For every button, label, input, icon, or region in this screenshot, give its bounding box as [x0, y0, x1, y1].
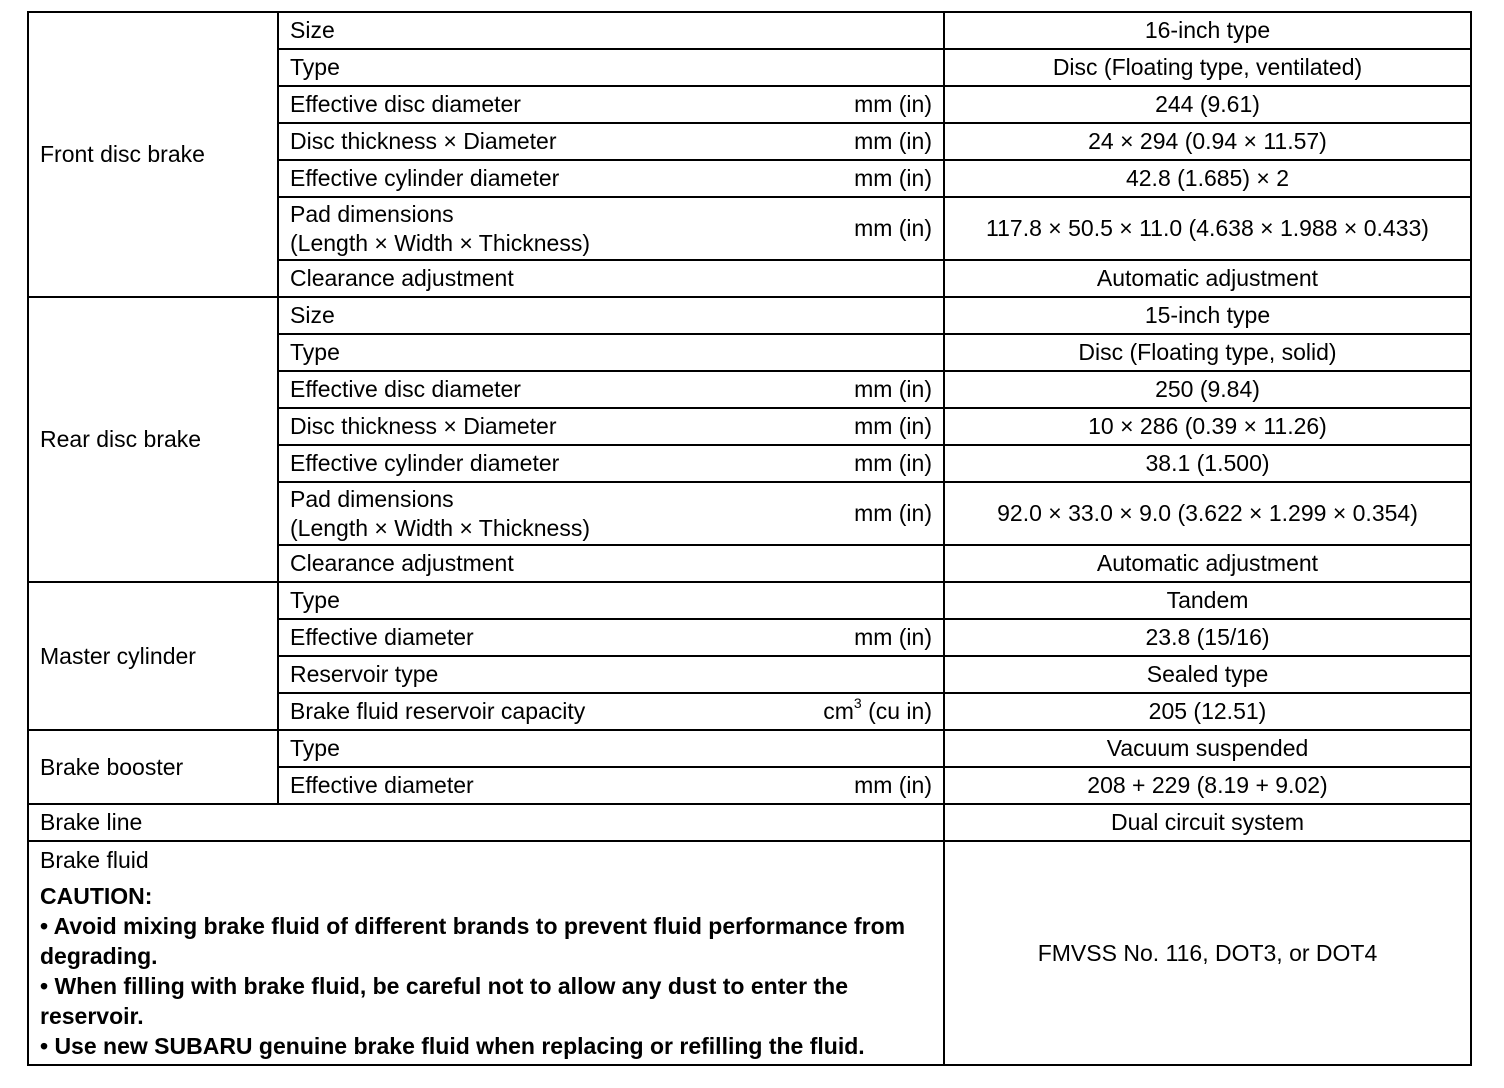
spec-item: Clearance adjustment [278, 260, 944, 297]
brake-fluid-label: Brake fluid [40, 847, 149, 873]
spec-value: 24 × 294 (0.94 × 11.57) [944, 123, 1471, 160]
spec-value: Automatic adjustment [944, 545, 1471, 582]
spec-value: Disc (Floating type, ventilated) [944, 49, 1471, 86]
spec-value: Disc (Floating type, solid) [944, 334, 1471, 371]
spec-item: Effective cylinder diameter mm (in) [278, 445, 944, 482]
spec-value: 15-inch type [944, 297, 1471, 334]
spec-value: 42.8 (1.685) × 2 [944, 160, 1471, 197]
spec-item: Type [278, 49, 944, 86]
spec-item: Size [278, 297, 944, 334]
caution-item: • Avoid mixing brake fluid of different brands to prevent fluid performance from degrading. [40, 913, 906, 969]
brake-line-label: Brake line [28, 804, 944, 841]
spec-item: Clearance adjustment [278, 545, 944, 582]
spec-value: 38.1 (1.500) [944, 445, 1471, 482]
brake-specifications-table [27, 11, 1472, 1066]
spec-item: Type [278, 334, 944, 371]
spec-value: 208 + 229 (8.19 + 9.02) [944, 767, 1471, 804]
spec-value: Tandem [944, 582, 1471, 619]
spec-item: Size [278, 12, 944, 49]
spec-value: FMVSS No. 116, DOT3, or DOT4 [944, 841, 1471, 1065]
front-disc-brake-label: Front disc brake [28, 12, 278, 297]
spec-item: Type [278, 730, 944, 767]
spec-item: Effective cylinder diameter mm (in) [278, 160, 944, 197]
spec-item: Disc thickness × Diameter mm (in) [278, 408, 944, 445]
spec-value: Sealed type [944, 656, 1471, 693]
spec-value: 10 × 286 (0.39 × 11.26) [944, 408, 1471, 445]
spec-value: 244 (9.61) [944, 86, 1471, 123]
spec-value: Automatic adjustment [944, 260, 1471, 297]
spec-value: 117.8 × 50.5 × 11.0 (4.638 × 1.988 × 0.433) [944, 197, 1471, 260]
table-row [28, 804, 1471, 841]
spec-value: 16-inch type [944, 12, 1471, 49]
spec-item: Effective diameter mm (in) [278, 619, 944, 656]
master-cylinder-label: Master cylinder [28, 582, 278, 730]
caution-item: • When filling with brake fluid, be careful not to allow any dust to enter the reservoir. [40, 973, 848, 1029]
spec-item: Brake fluid reservoir capacity $cm^3$ (cu in) [278, 693, 944, 730]
spec-item: Effective disc diameter mm (in) [278, 86, 944, 123]
rear-disc-brake-label: Rear disc brake [28, 297, 278, 582]
caution-item: • Use new SUBARU genuine brake fluid when replacing or refilling the fluid. [40, 1033, 865, 1059]
spec-item: Effective diameter mm (in) [278, 767, 944, 804]
spec-value: Vacuum suspended [944, 730, 1471, 767]
spec-value: 205 (12.51) [944, 693, 1471, 730]
table-row [28, 582, 1471, 619]
brake-booster-label: Brake booster [28, 730, 278, 804]
table-row [28, 841, 1471, 1065]
spec-item: Pad dimensions (Length × Width × Thickness) mm (in) [278, 197, 944, 260]
spec-value: 23.8 (15/16) [944, 619, 1471, 656]
table-row [28, 730, 1471, 767]
brake-fluid-cell [28, 841, 944, 1065]
spec-value: Dual circuit system [944, 804, 1471, 841]
spec-value: 92.0 × 33.0 × 9.0 (3.622 × 1.299 × 0.354) [944, 482, 1471, 545]
caution-title: CAUTION: [40, 883, 153, 909]
spec-item: Disc thickness × Diameter mm (in) [278, 123, 944, 160]
spec-value: 250 (9.84) [944, 371, 1471, 408]
spec-item: Pad dimensions (Length × Width × Thickness) mm (in) [278, 482, 944, 545]
spec-item: Reservoir type [278, 656, 944, 693]
spec-item: Type [278, 582, 944, 619]
table-row [28, 12, 1471, 49]
spec-item: Effective disc diameter mm (in) [278, 371, 944, 408]
table-row [28, 297, 1471, 334]
